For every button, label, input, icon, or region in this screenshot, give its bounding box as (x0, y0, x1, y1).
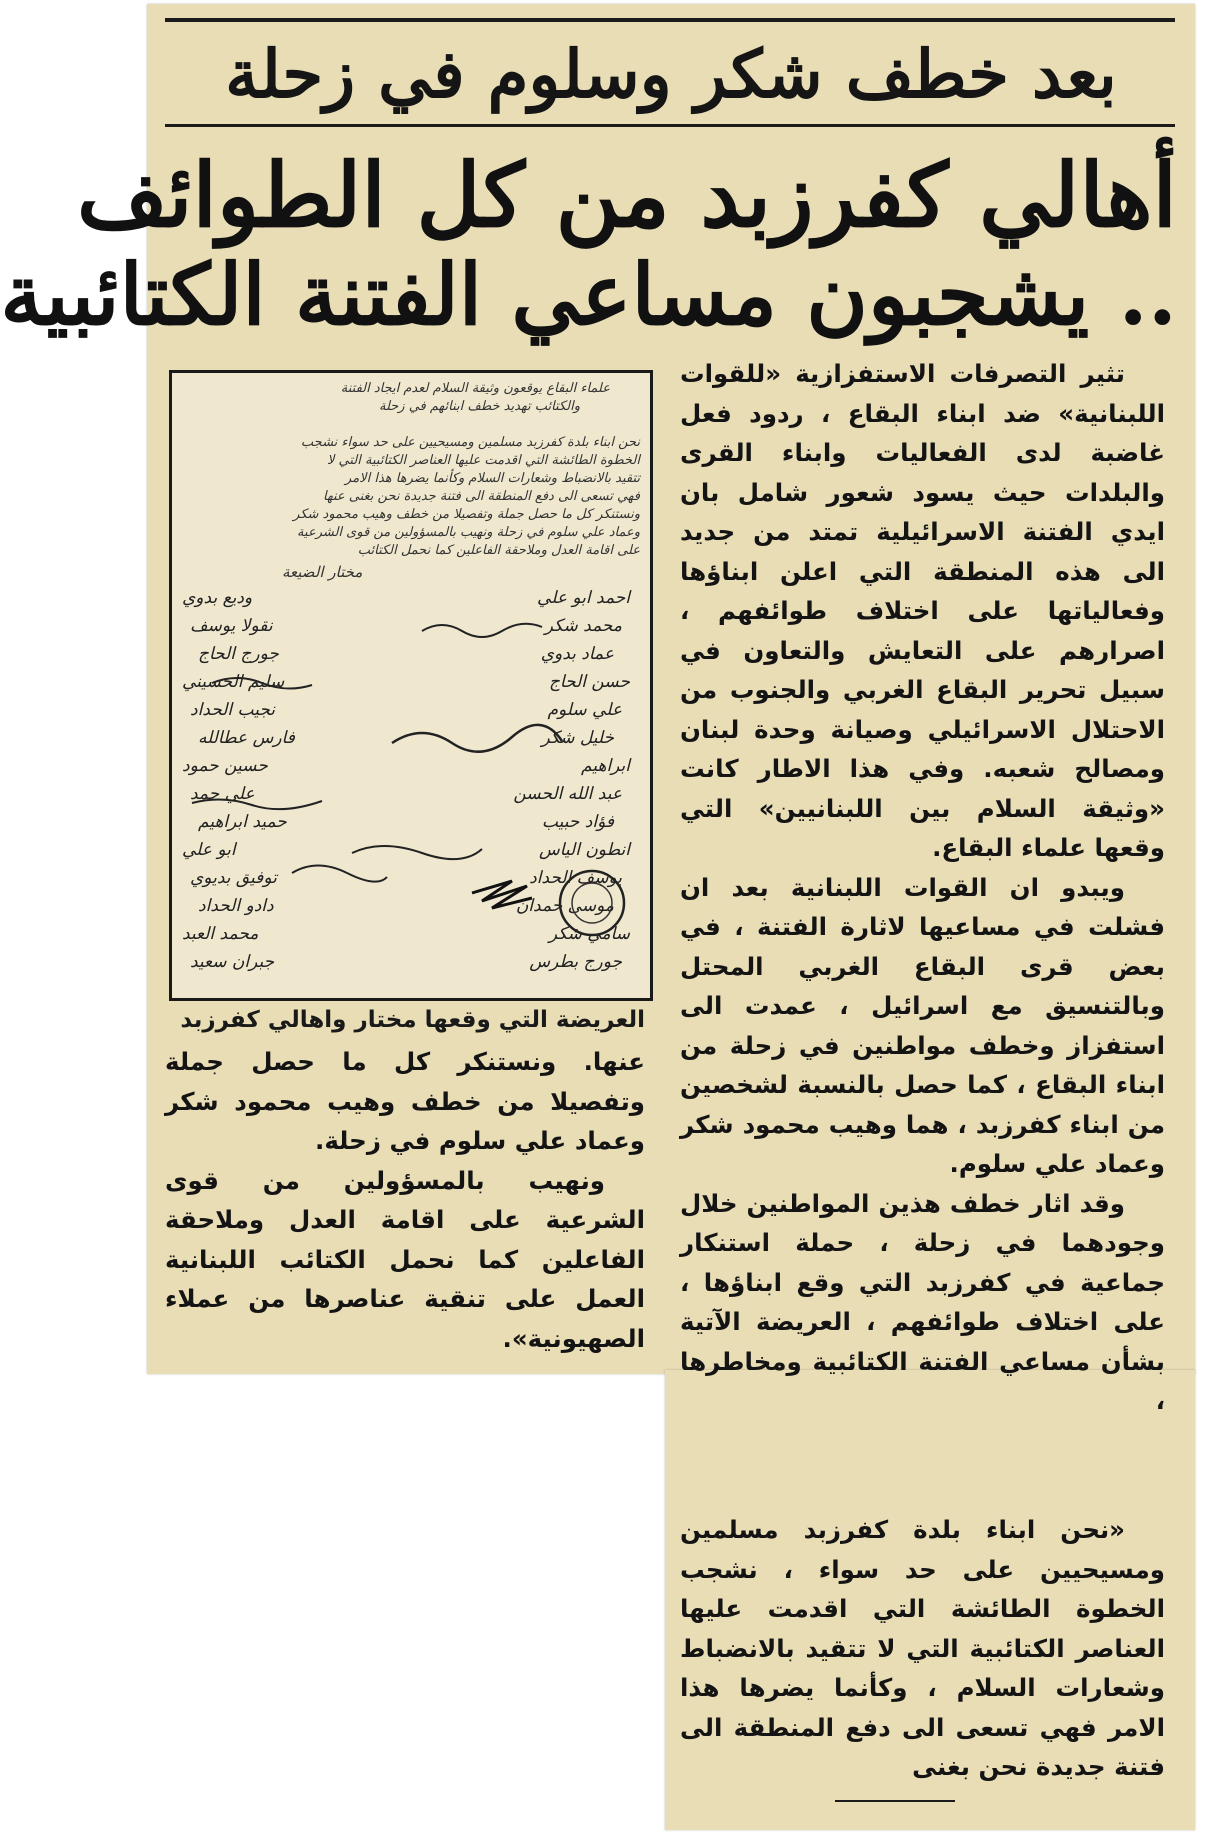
signature-left: ابو علي (182, 840, 236, 860)
scribble-mark (352, 846, 482, 859)
signature-right: محمد شكر (544, 616, 622, 636)
document-body-line: تتقيد بالانضباط وشعارات السلام وكأنما يضرها هذا الامر (345, 471, 640, 486)
signature-right: موسى حمدان (515, 896, 614, 916)
kicker-headline: بعد خطف شكر وسلوم في زحلة (225, 35, 1117, 113)
document-header-line: والكتائب تهديد خطف ابنائهم في زحلة (378, 399, 580, 414)
signature-left: سليم الحسيني (182, 672, 285, 692)
signature-left: نجيب الحداد (190, 700, 276, 720)
signature-left: علي حمد (190, 784, 255, 804)
end-rule (835, 1800, 955, 1802)
top-rule (165, 18, 1175, 22)
signature-right: جورج بطرس (529, 952, 622, 972)
mukhtar-label: مختار الضيعة (282, 563, 363, 581)
official-stamp (560, 871, 624, 935)
petition-document-image (169, 370, 653, 1001)
kicker-rule (165, 124, 1175, 127)
article-paragraph: «نحن ابناء بلدة كفرزبد مسلمين ومسيحيين على حد سواء ، نشجب الخطوة الطائشة التي اقدمت عليها العناصر الكتائبية التي لا تتقيد بالانضباط وشعارات السلام ، وكأنما يضرها هذا الامر فهي تسعى الى دفع المنطقة الى فتنة جديدة نحن بغنى (680, 1515, 1165, 1781)
document-body-line: على اقامة العدل وملاحقة الفاعلين كما نحمل الكتائب (357, 543, 640, 558)
scribble-mark (422, 624, 542, 637)
signature-right: سامي شكر (548, 924, 630, 944)
signature-right: يوسف الحداد (529, 868, 622, 888)
main-headline-line-2: .. يشجبون مساعي الفتنة الكتائبية (0, 245, 1177, 344)
signature-left: دادو الحداد (198, 896, 274, 916)
signature-left: وديع بدوي (182, 588, 253, 608)
scribble-mark (212, 678, 312, 689)
article-paragraph: عنها. ونستنكر كل ما حصل جملة وتفصيلا من خطف وهيب محمود شكر وعماد علي سلوم في زحلة. (165, 1047, 645, 1155)
signature-left: نقولا يوسف (190, 616, 273, 636)
signature-right: فؤاد حبيب (541, 812, 614, 832)
scribble-mark (392, 725, 562, 752)
document-body-line: فهي تسعى الى دفع المنطقة الى فتنة جديدة نحن بغنى عنها (323, 489, 640, 504)
signature-right: ابراهيم (581, 756, 630, 776)
scribble-mark (472, 881, 532, 908)
photo-caption: العريضة التي وقعها مختار واهالي كفرزبد (180, 1007, 645, 1033)
signature-right: احمد ابو علي (537, 588, 630, 608)
signature-right: حسن الحاج (548, 672, 630, 692)
signature-right: انطون الياس (538, 840, 630, 860)
signature-left: جبران سعيد (190, 952, 275, 972)
scribble-mark (192, 799, 322, 809)
article-paragraph: وقد اثار خطف هذين المواطنين خلال وجودهما في زحلة ، حملة استنكار جماعية في كفرزبد التي وقع ابناؤها ، على اختلاف طوائفهم ، العريضة الآتية بشأن مساعي الفتنة الكتائبية ومخاطرها ، (680, 1188, 1165, 1415)
document-body-line: الخطوة الطائشة التي اقدمت عليها العناصر الكتائبية التي لا (327, 453, 640, 468)
main-headline-line-1: أهالي كفرزبد من كل الطوائف (76, 143, 1177, 247)
signature-right: عماد بدوي (540, 644, 614, 664)
article-paragraph: تثير التصرفات الاستفزازية «للقوات اللبنانية» ضد ابناء البقاع ، ردود فعل غاضبة لدى الفعاليات وابناء القرى والبلدات حيث يسود شعور شامل بان ايدي الفتنة الاسرائيلية تمتد من جديد الى هذه المنطقة التي اعلن ابناؤها وفعالياتها على اختلاف طوائفهم ، اصرارهم على التعايش والتعاون في سبيل تحرير البقاع الغربي والجنوب من الاحتلال الاسرائيلي وصيانة وحدة لبنان ومصالح شعبه. وفي هذا الاطار كانت «وثيقة السلام بين اللبنانيين» التي وقعها علماء البقاع. (680, 359, 1165, 862)
signature-left: محمد العبد (182, 924, 259, 944)
article-column-left (165, 1042, 645, 1362)
signature-scribbles (172, 373, 650, 998)
signature-right: خليل شكر (541, 728, 614, 748)
document-header-line: علماء البقاع يوقعون وثيقة السلام لعدم ايجاد الفتنة (340, 381, 610, 396)
signature-right: عبد الله الحسن (513, 784, 622, 804)
article-paragraph: ويبدو ان القوات اللبنانية بعد ان فشلت في مساعيها لاثارة الفتنة ، في بعض قرى البقاع الغربي المحتل وبالتنسيق مع اسرائيل ، عمدت الى استفزاز وخطف مواطنين في زحلة من ابناء البقاع ، كما حصل بالنسبة لشخصين من ابناء كفرزبد ، هما وهيب محمود شكر وعماد علي سلوم. (680, 872, 1165, 1178)
document-body-line: نحن ابناء بلدة كفرزبد مسلمين ومسيحيين على حد سواء نشجب (300, 435, 640, 450)
signature-right: علي سلوم (547, 700, 622, 720)
signature-left: جورج الحاج (198, 644, 279, 664)
document-body-line: وعماد علي سلوم في زحلة ونهيب بالمسؤولين من قوى الشرعية (297, 525, 640, 540)
article-column-right-continued (680, 1510, 1165, 1810)
signature-left: توفيق بديوي (190, 868, 277, 888)
document-body-line: ونستنكر كل ما حصل جملة وتفصيلا من خطف وهيب محمود شكر (293, 507, 640, 522)
signature-left: حميد ابراهيم (198, 812, 287, 832)
signature-left: حسين حمود (182, 756, 268, 776)
article-paragraph: ونهيب بالمسؤولين من قوى الشرعية على اقامة العدل وملاحقة الفاعلين كما نحمل الكتائب اللبنانية العمل على تنقية عناصرها من عملاء الصهيونية». (165, 1165, 645, 1353)
scribble-mark (292, 866, 387, 882)
signature-left: فارس عطالله (198, 728, 295, 748)
article-column-right (680, 354, 1165, 1509)
official-stamp-inner (572, 883, 612, 923)
